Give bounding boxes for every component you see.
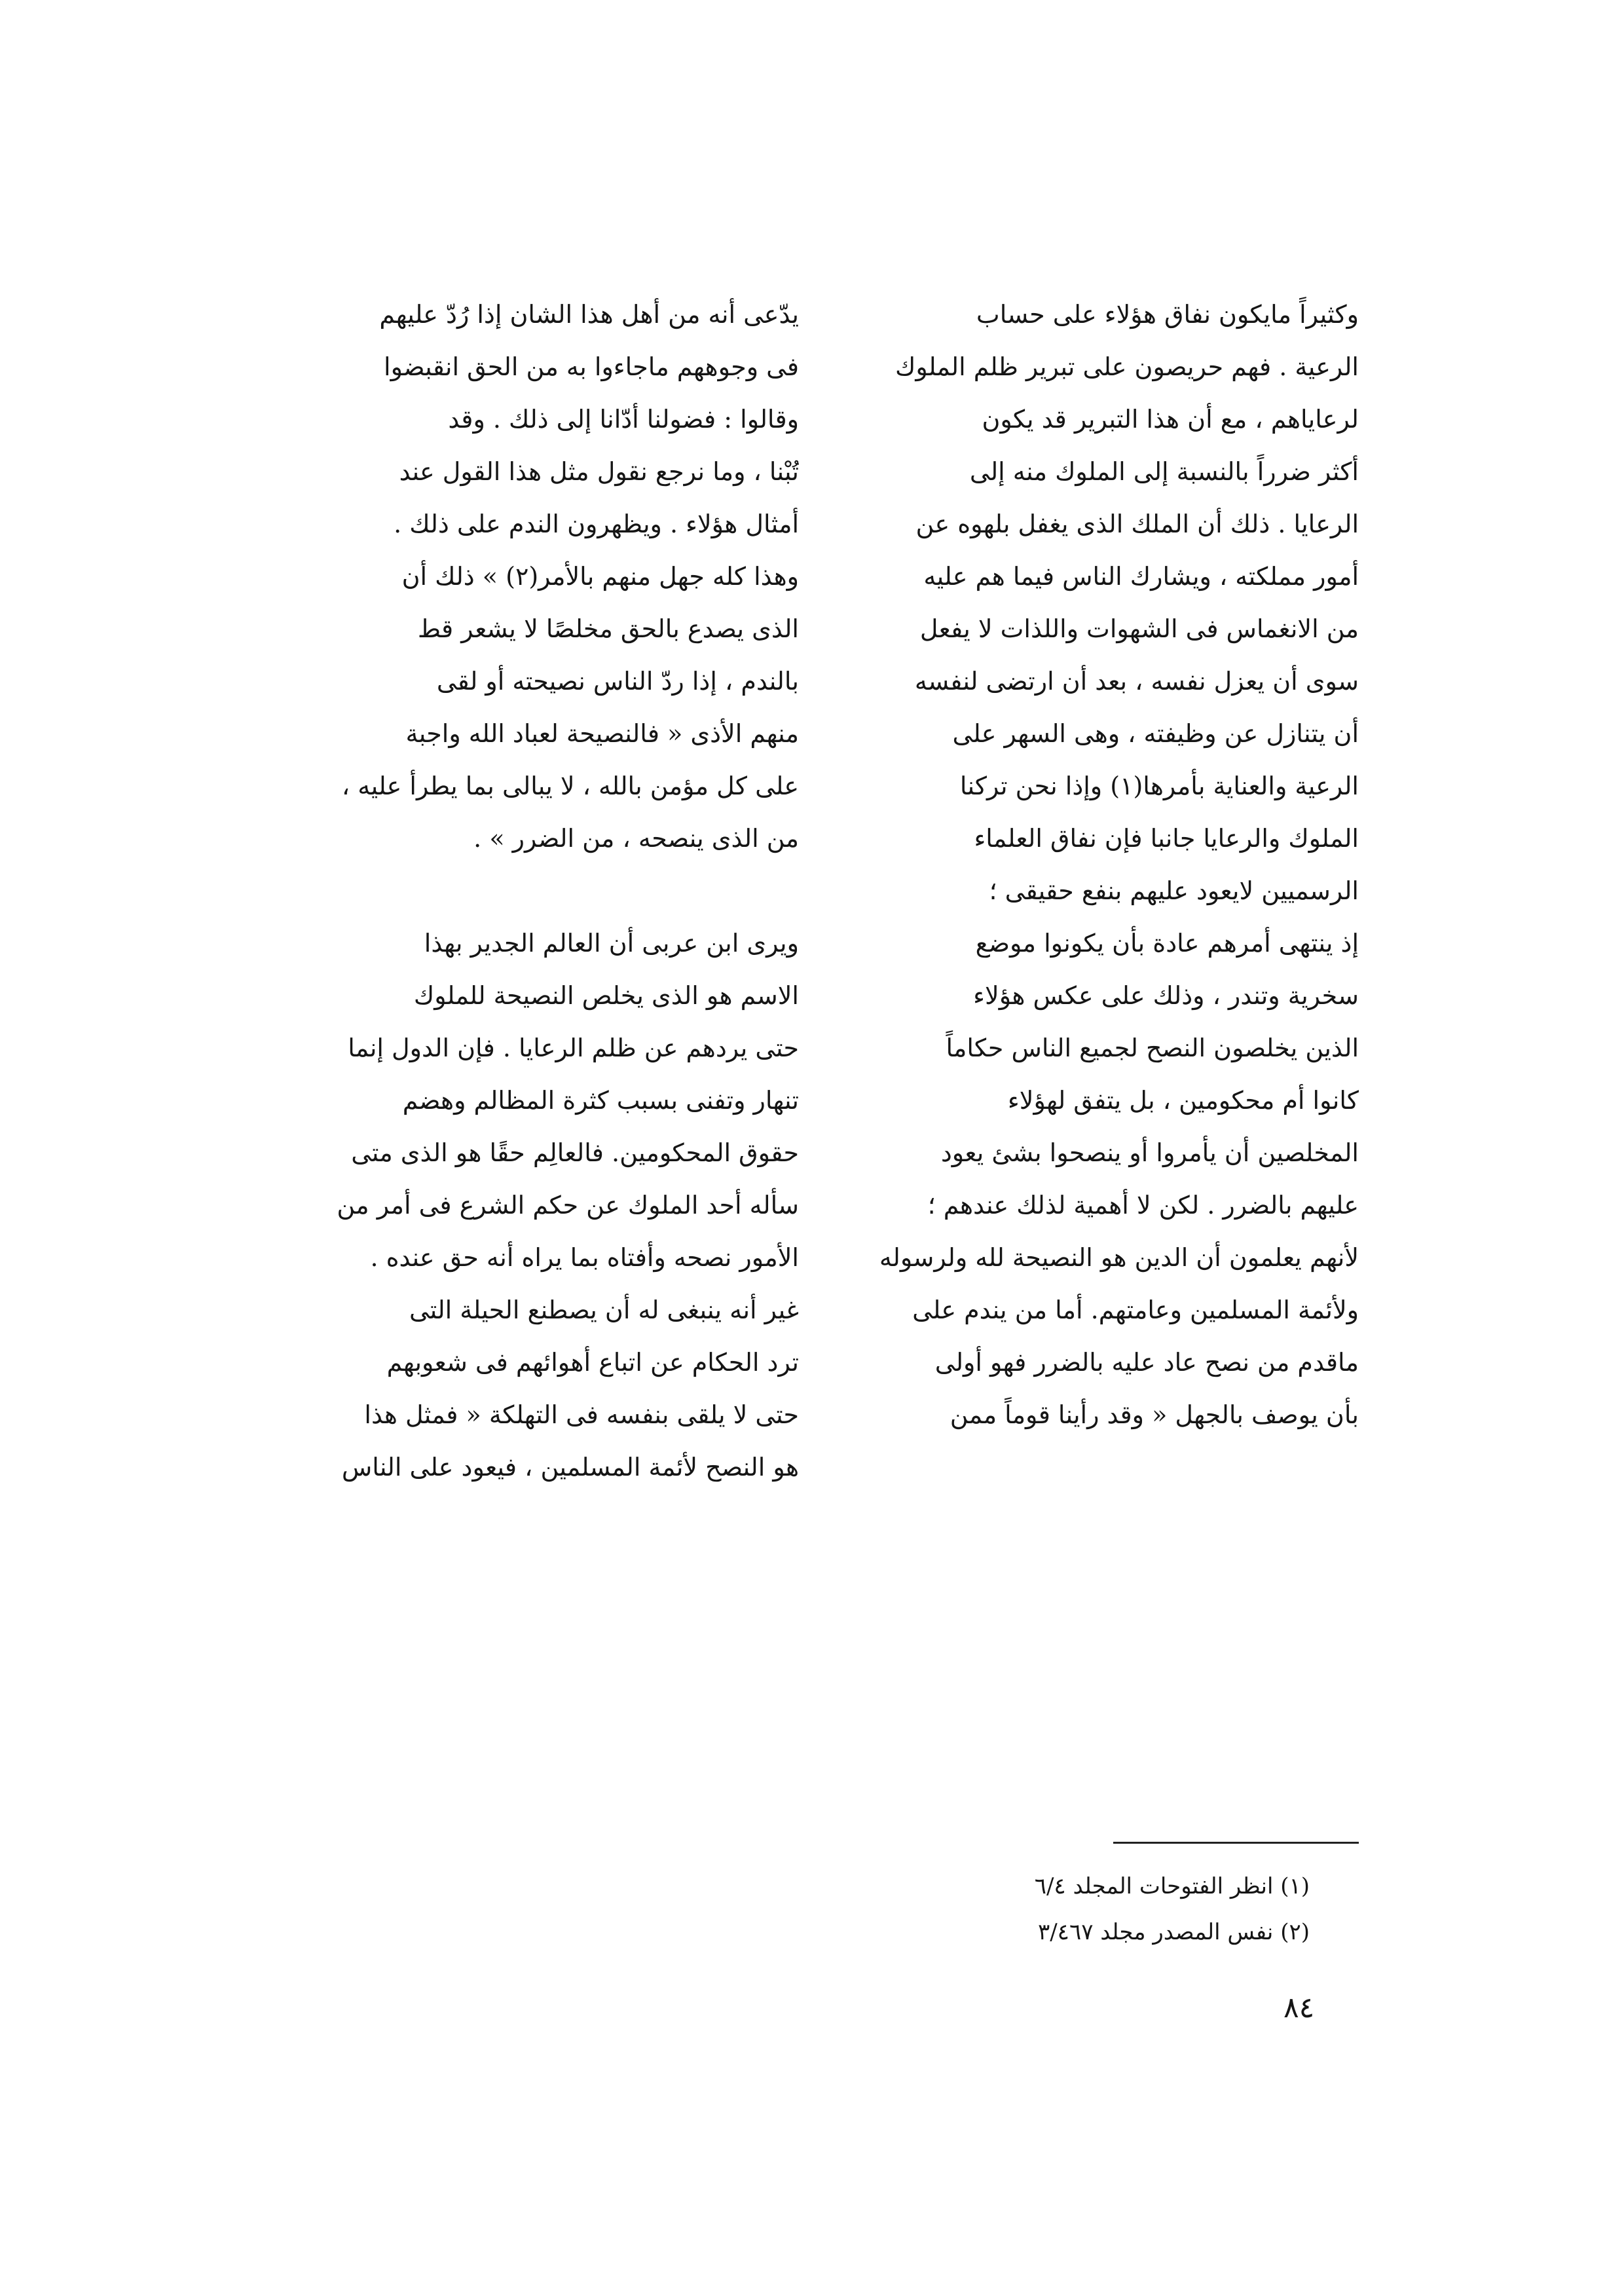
page-number: ٨٤: [1283, 1991, 1315, 2024]
text-line: أكثر ضرراً بالنسبة إلى الملوك منه إلى: [969, 457, 1359, 486]
text-line: تُبْنا ، وما نرجع نقول مثل هذا القول عند: [399, 457, 799, 486]
text-line: عليهم بالضرر . لكن لا أهمية لذلك عندهم ؛: [927, 1191, 1359, 1220]
text-line: إذ ينتهى أمرهم عادة بأن يكونوا موضع: [975, 929, 1359, 958]
text-line: كانوا أم محكومين ، بل يتفق لهؤلاء: [1007, 1086, 1359, 1115]
text-line: أمور مملكته ، ويشارك الناس فيما هم عليه: [923, 562, 1359, 591]
footnote: (١) انظر الفتوحات المجلد ٦/٤: [1034, 1873, 1310, 1899]
text-line: منهم الأذى « فالنصيحة لعباد الله واجبة: [405, 719, 799, 748]
text-line: من الانغماس فى الشهوات واللذات لا يفعل: [919, 614, 1359, 643]
text-line: الأمور نصحه وأفتاه بما يراه أنه حق عنده .: [370, 1243, 799, 1272]
text-line: يدّعى أنه من أهل هذا الشان إذا رُدّ عليهم: [379, 300, 799, 329]
text-line: الملوك والرعايا جانبا فإن نفاق العلماء: [974, 824, 1359, 853]
text-line: لرعاياهم ، مع أن هذا التبرير قد يكون: [982, 405, 1359, 434]
text-line: المخلصين أن يأمروا أو ينصحوا بشئ يعود: [940, 1138, 1359, 1167]
text-line: وهذا كله جهل منهم بالأمر(٢) » ذلك أن: [401, 562, 799, 591]
text-line: الرعايا . ذلك أن الملك الذى يغفل بلهوه عن: [915, 510, 1359, 538]
text-line: فى وجوههم ماجاءوا به من الحق انقبضوا: [384, 352, 799, 381]
text-line: بالندم ، إذا ردّ الناس نصيحته أو لقى: [436, 667, 799, 696]
text-line: ماقدم من نصح عاد عليه بالضرر فهو أولى: [934, 1348, 1359, 1377]
text-line: غير أنه ينبغى له أن يصطنع الحيلة التى: [409, 1296, 799, 1324]
text-line: سوى أن يعزل نفسه ، بعد أن ارتضى لنفسه: [914, 667, 1359, 696]
text-line: حقوق المحكومين. فالعالِم حقًا هو الذى متى: [351, 1138, 799, 1167]
text-line: من الذى ينصحه ، من الضرر » .: [473, 824, 799, 853]
text-line: لأنهم يعلمون أن الدين هو النصيحة لله ولرسوله: [879, 1243, 1359, 1272]
text-line: حتى لا يلقى بنفسه فى التهلكة « فمثل هذا: [364, 1400, 799, 1429]
text-line: بأن يوصف بالجهل « وقد رأينا قوماً ممن: [950, 1400, 1359, 1429]
text-line: الرعية والعناية بأمرها(١) وإذا نحن تركنا: [959, 772, 1359, 800]
text-line: ترد الحكام عن اتباع أهوائهم فى شعوبهم: [386, 1348, 799, 1377]
text-line: الاسم هو الذى يخلص النصيحة للملوك: [413, 981, 799, 1010]
paragraph: [835, 288, 1359, 1441]
text-line: الرعية . فهم حريصون على تبرير ظلم الملوك: [895, 352, 1359, 381]
text-line: على كل مؤمن بالله ، لا يبالى بما يطرأ عليه ،: [341, 772, 799, 800]
text-line: سأله أحد الملوك عن حكم الشرع فى أمر من: [337, 1191, 799, 1220]
text-line: هو النصح لأئمة المسلمين ، فيعود على الناس: [341, 1453, 799, 1482]
text-line: أن يتنازل عن وظيفته ، وهى السهر على: [952, 719, 1359, 748]
text-line: ولأئمة المسلمين وعامتهم. أما من يندم على: [912, 1296, 1359, 1324]
footnotes: [720, 1863, 1310, 1955]
paragraph-spacer: [275, 865, 799, 917]
text-line: حتى يردهم عن ظلم الرعايا . فإن الدول إنما: [348, 1034, 799, 1062]
text-line: الذى يصدع بالحق مخلصًا لا يشعر قط: [417, 614, 799, 643]
text-line: سخرية وتندر ، وذلك على عكس هؤلاء: [973, 981, 1359, 1010]
paragraph: [275, 288, 799, 865]
left-text-column: [275, 288, 799, 1493]
text-line: وكثيراً مايكون نفاق هؤلاء على حساب: [976, 300, 1359, 329]
text-line: الذين يخلصون النصح لجميع الناس حكاماً: [946, 1034, 1359, 1062]
footnote: (٢) نفس المصدر مجلد ٣/٤٦٧: [1037, 1919, 1310, 1945]
text-line: وقالوا : فضولنا أدّانا إلى ذلك . وقد: [448, 405, 799, 434]
text-line: أمثال هؤلاء . ويظهرون الندم على ذلك .: [394, 510, 799, 538]
paragraph: [275, 917, 799, 1493]
right-text-column: [835, 288, 1359, 1441]
text-line: تنهار وتفنى بسبب كثرة المظالم وهضم: [402, 1086, 799, 1115]
text-line: ويرى ابن عربى أن العالم الجدير بهذا: [424, 929, 799, 958]
text-line: الرسميين لايعود عليهم بنفع حقيقى ؛: [989, 876, 1359, 905]
footnote-divider: [1113, 1842, 1359, 1844]
